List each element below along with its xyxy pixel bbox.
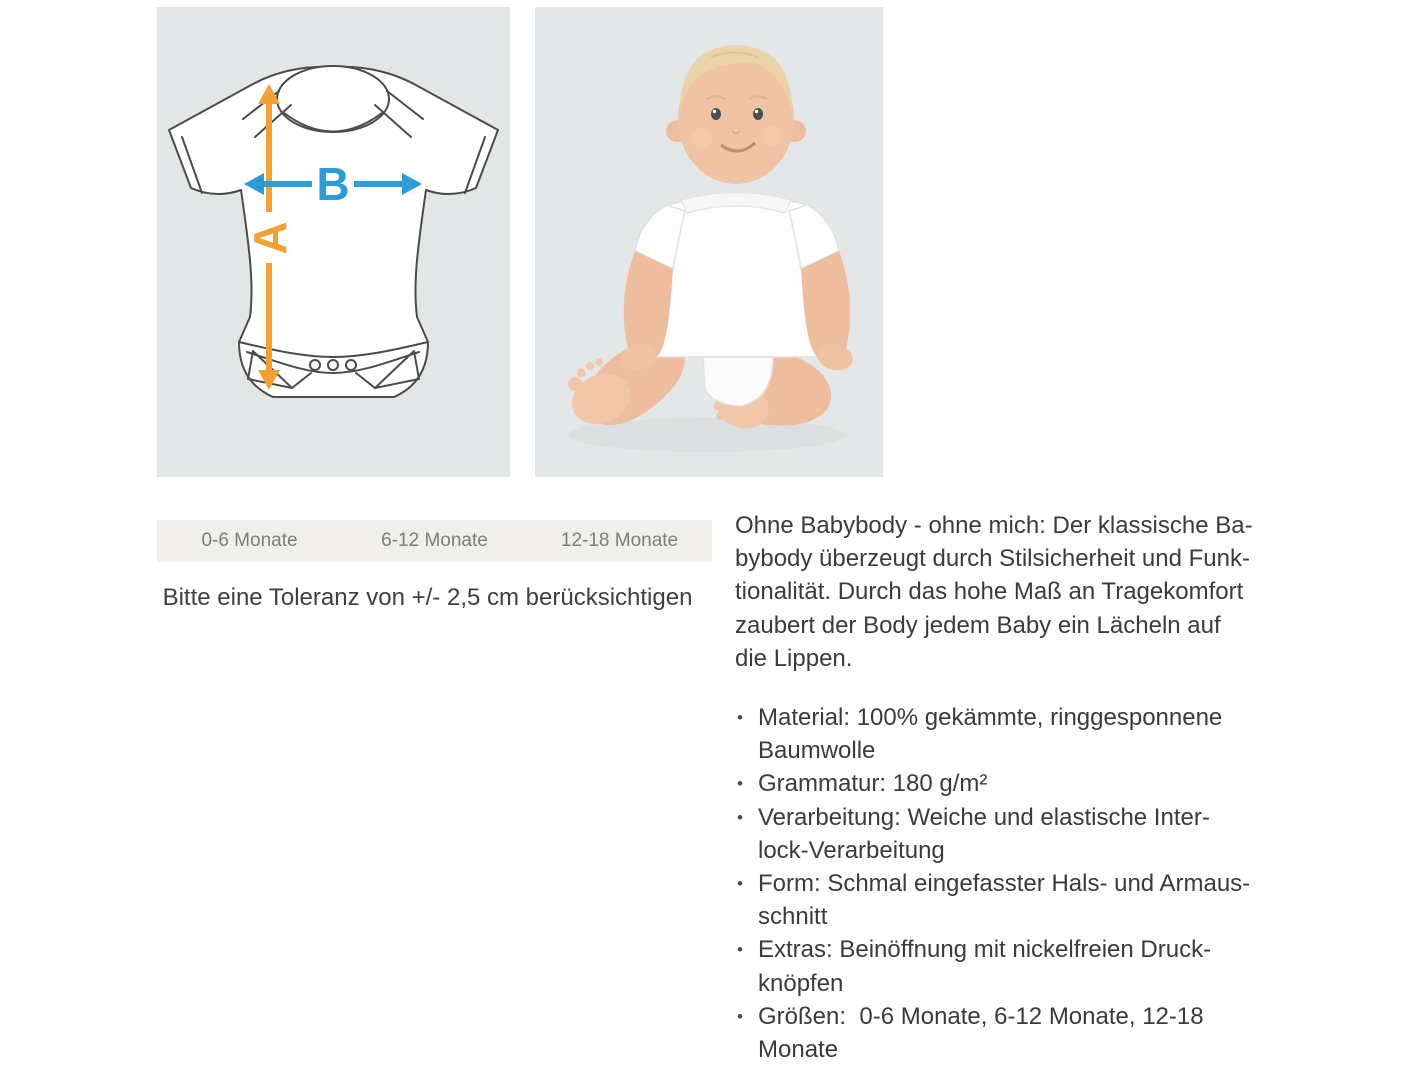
feature-list (735, 701, 1303, 1066)
baby-head (666, 45, 806, 184)
list-item-line: knöpfen (758, 969, 844, 997)
size-cell-0-6: 0-6 Monate (201, 530, 298, 551)
paragraph-line: bybody überzeugt durch Stilsicherheit und Funk- (735, 545, 1250, 573)
list-item-line: Baumwolle (758, 737, 876, 765)
tolerance-note: Bitte eine Toleranz von +/- 2,5 cm berücksichtigen (162, 584, 693, 611)
list-item-verarbeitung (735, 801, 1303, 867)
bullet-icon: • (737, 874, 743, 894)
bodysuit-measurement-diagram (157, 7, 510, 477)
label-b: B (316, 158, 350, 210)
list-item-extras (735, 933, 1303, 999)
list-item-line: Material: 100% gekämmte, ringgesponnene (758, 704, 1223, 732)
list-item-line: Monate (758, 1036, 839, 1064)
size-diagram-panel (157, 7, 510, 477)
list-item-line: schnitt (758, 903, 828, 931)
bullet-icon: • (737, 1006, 743, 1026)
list-item-groessen (735, 1000, 1303, 1066)
list-item-line: Grammatur: 180 g/m² (758, 770, 988, 798)
bullet-icon: • (737, 708, 743, 728)
size-cell-6-12: 6-12 Monate (381, 530, 488, 551)
paragraph-line: tionalität. Durch das hohe Maß an Tragekomfort (735, 578, 1244, 606)
paragraph-line: Ohne Babybody - ohne mich: Der klassische Ba- (735, 512, 1253, 539)
description-paragraph (735, 509, 1303, 675)
bodysuit-outline-icon (169, 66, 498, 397)
label-a: A (244, 221, 296, 255)
baby-photo (535, 7, 883, 477)
list-item-line: Extras: Beinöffnung mit nickelfreien Druck- (758, 936, 1212, 964)
list-item-line: Form: Schmal eingefasster Hals- und Armaus- (758, 870, 1251, 898)
list-item-form (735, 867, 1303, 933)
size-cell-12-18: 12-18 Monate (560, 530, 679, 551)
list-item-line: lock-Verarbeitung (758, 836, 945, 864)
list-item-line: Größen: 0-6 Monate, 6-12 Monate, 12-18 (758, 1002, 1204, 1030)
list-item-line: Verarbeitung: Weiche und elastische Inter- (758, 803, 1210, 831)
paragraph-line: zaubert der Body jedem Baby ein Lächeln auf (735, 611, 1221, 639)
bullet-icon: • (737, 807, 743, 827)
product-description (735, 509, 1303, 1066)
list-item-grammatur (735, 767, 1303, 800)
product-photo-panel (535, 7, 883, 477)
bullet-icon: • (737, 774, 743, 794)
bullet-icon: • (737, 940, 743, 960)
list-item-material (735, 701, 1303, 767)
paragraph-line: die Lippen. (735, 644, 853, 672)
size-table (157, 520, 712, 562)
